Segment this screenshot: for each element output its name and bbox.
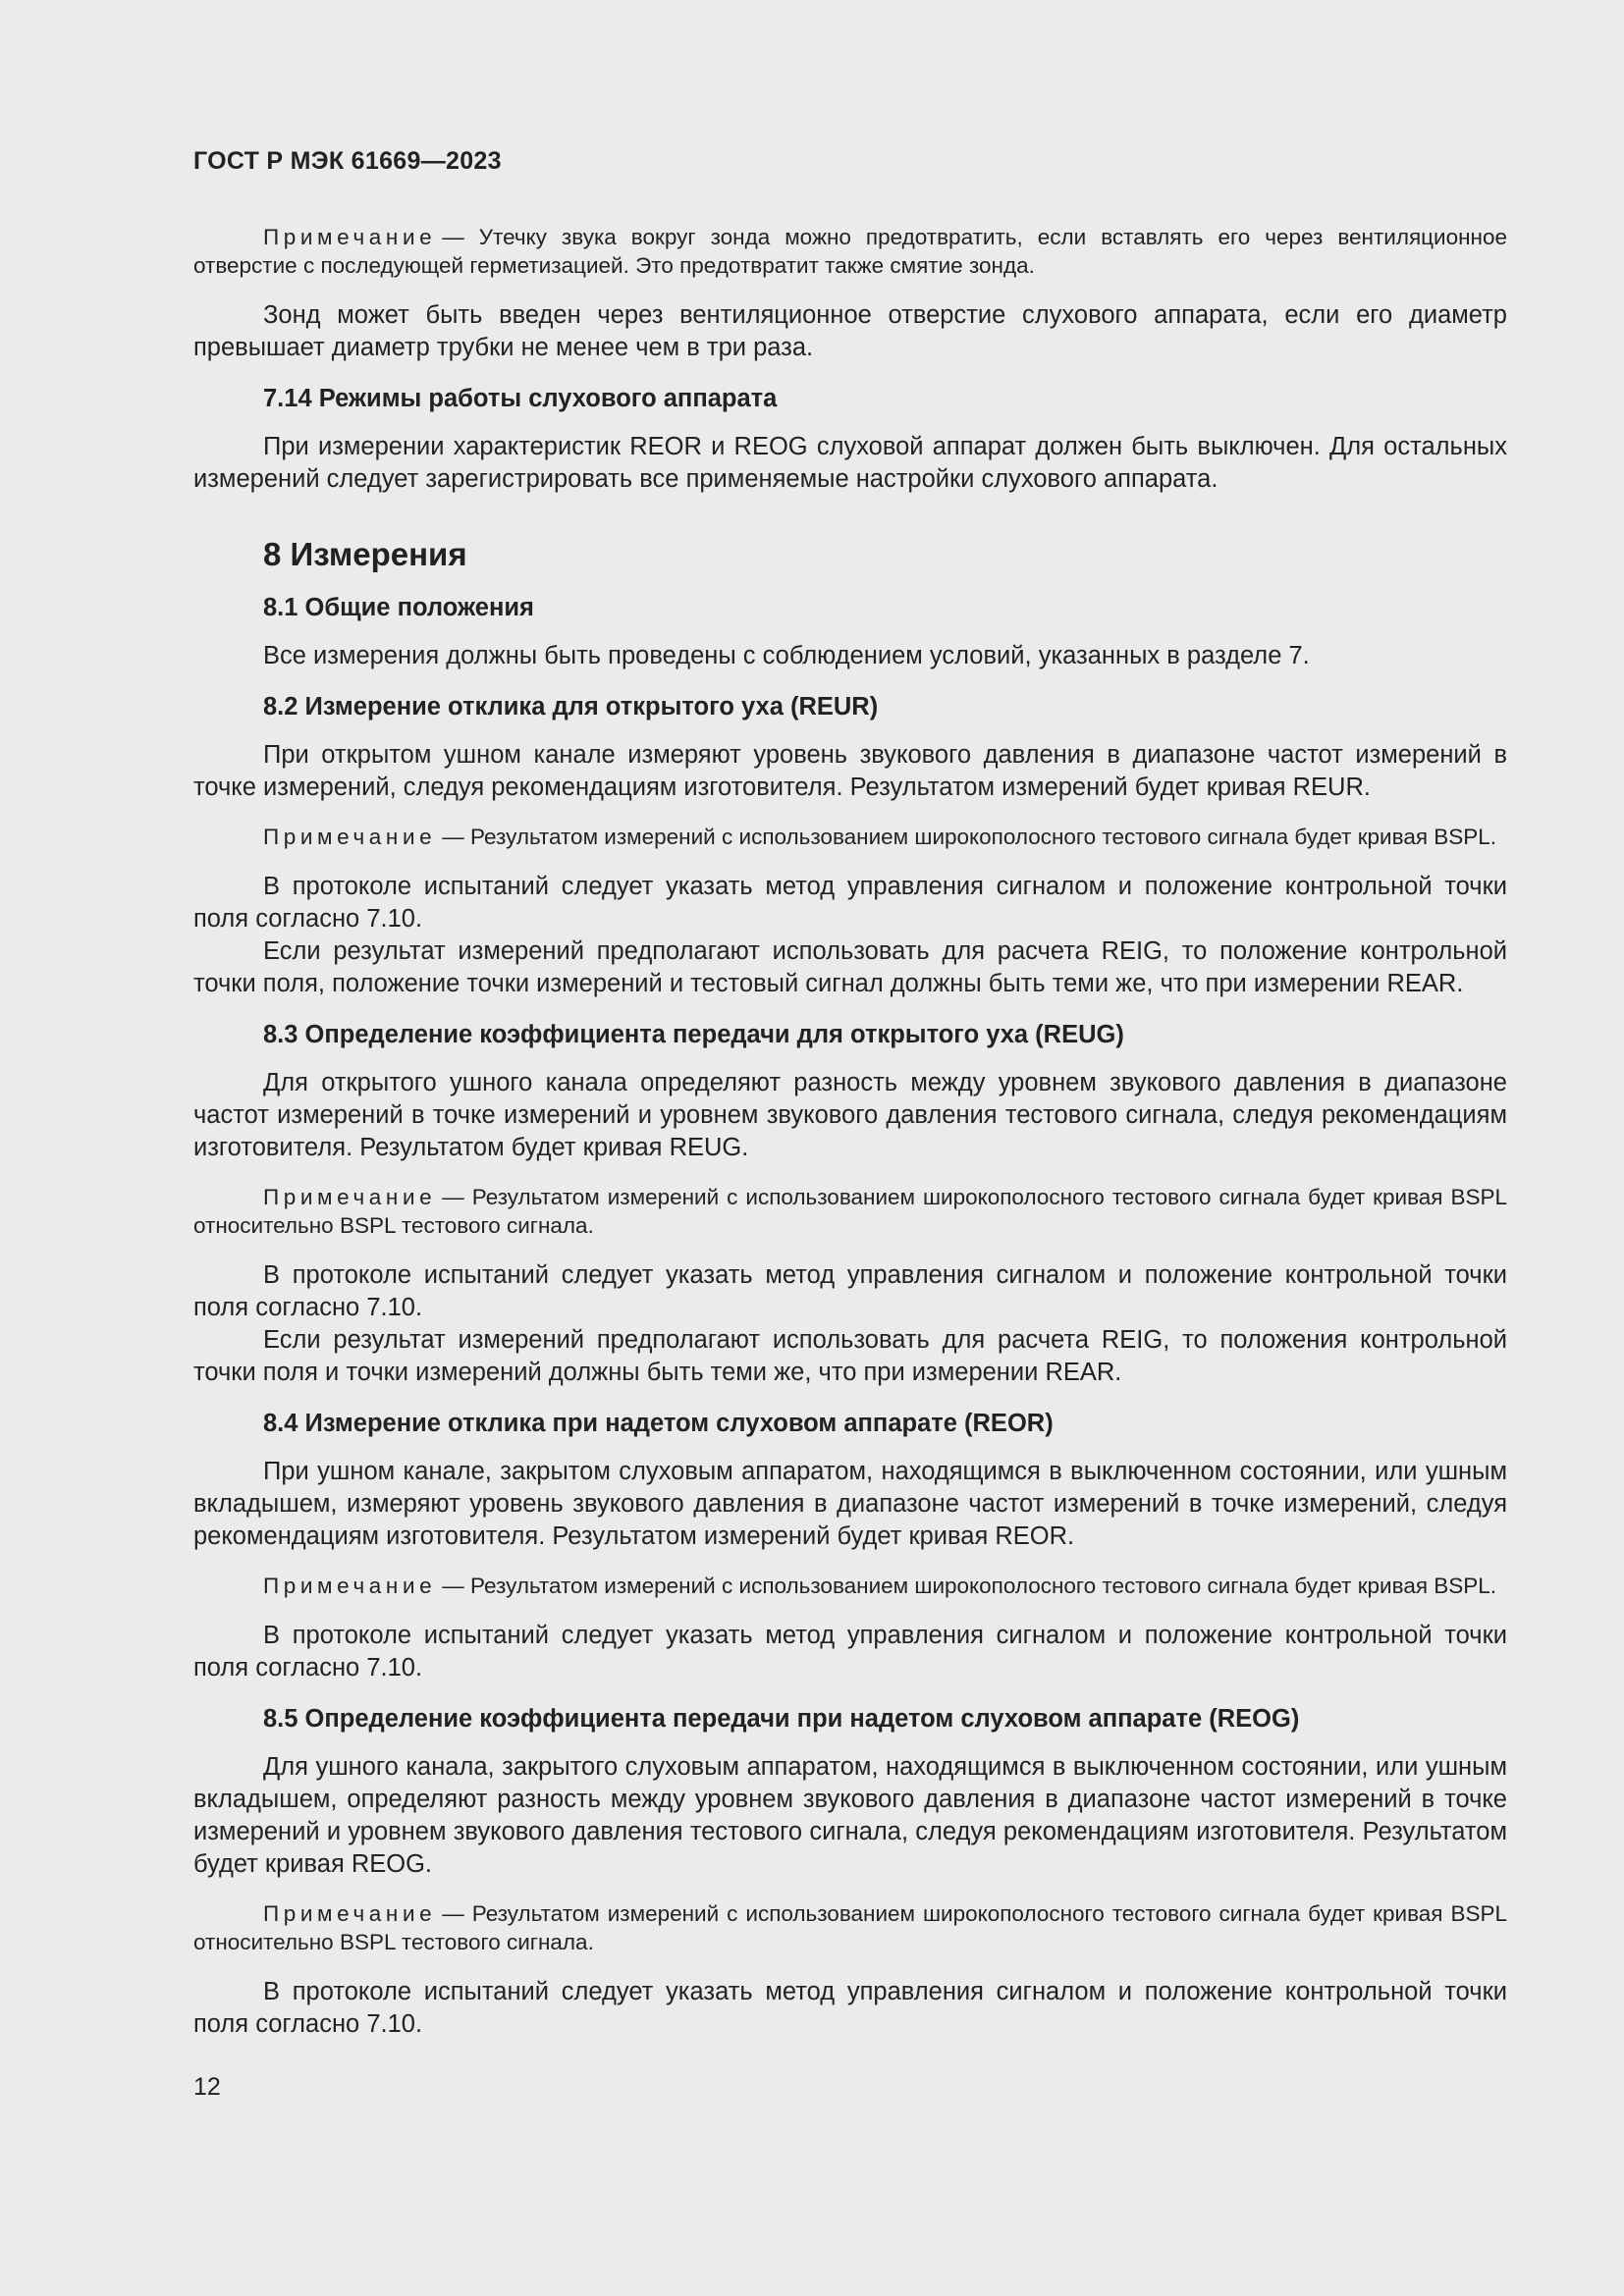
note-probe-leak (193, 223, 1507, 280)
paragraph-reor-measurement: При ушном канале, закрытом слуховым аппаратом, находящимся в выключенном состоянии, или ушным вкладышем, измеряют уровень звукового давления в диапазоне частот измерений в точке измерений, следуя рекомендациям изготовителя. Результатом измерений будет кривая REOR. (193, 1458, 1507, 1550)
document-page (193, 147, 1507, 2059)
paragraph-reug-determination: Для открытого ушного канала определяют разность между уровнем звукового давления в диапазоне частот измерений в точке измерений и уровнем звукового давления тестового сигнала, следуя рекомендациям изготовителя. Результатом будет кривая REUG. (193, 1069, 1507, 1161)
paragraph-reug-protocol: В протоколе испытаний следует указать метод управления сигналом и положение контрольной точки поля согласно 7.10. (193, 1261, 1507, 1321)
section-title-8: 8 Измерения (263, 536, 467, 572)
paragraph-reog-protocol: В протоколе испытаний следует указать метод управления сигналом и положение контрольной точки поля согласно 7.10. (193, 1978, 1507, 2038)
note-label: Примечание (263, 825, 437, 849)
paragraph-reur-protocol: В протоколе испытаний следует указать метод управления сигналом и положение контрольной точки поля согласно 7.10. (193, 873, 1507, 933)
note-reor-bspl (193, 1572, 1507, 1600)
note-label: Примечание (263, 1574, 437, 1598)
note-reug-bspl (193, 1183, 1507, 1240)
note-text: — Утечку звука вокруг зонда можно предотвратить, если вставлять его через вентиляционное отверстие с последующей герметизацией. Это предотвратит также смятие зонда. (193, 225, 1507, 278)
heading-8-2: 8.2 Измерение отклика для открытого уха (REUR) (263, 693, 879, 721)
paragraph-reur-reig: Если результат измерений предполагают использовать для расчета REIG, то положение контрольной точки поля, положение точки измерений и тестовый сигнал должны быть теми же, что при измерении REAR. (193, 937, 1507, 997)
page-number: 12 (193, 2073, 221, 2101)
note-text: — Результатом измерений с использованием широкополосного тестового сигнала будет кривая BSPL. (442, 825, 1497, 849)
note-label: Примечание (263, 1901, 437, 1926)
note-reog-bspl (193, 1899, 1507, 1956)
paragraph-reog-determination: Для ушного канала, закрытого слуховым аппаратом, находящимся в выключенном состоянии, или ушным вкладышем, определяют разность между уровнем звукового давления в диапазоне частот измерений в точке измерений и уровнем звукового давления тестового сигнала, следуя рекомендациям изготовителя. Результатом будет кривая REOG. (193, 1753, 1507, 1878)
heading-8-3: 8.3 Определение коэффициента передачи для открытого уха (REUG) (263, 1021, 1124, 1048)
paragraph-probe-vent: Зонд может быть введен через вентиляционное отверстие слухового аппарата, если его диаметр превышает диаметр трубки не менее чем в три раза. (193, 301, 1507, 361)
heading-8-1: 8.1 Общие положения (263, 594, 534, 621)
note-label: Примечание (263, 225, 437, 249)
note-label: Примечание (263, 1185, 437, 1209)
paragraph-hearing-aid-modes: При измерении характеристик REOR и REOG слуховой аппарат должен быть выключен. Для остальных измерений следует зарегистрировать все применяемые настройки слухового аппарата. (193, 433, 1507, 493)
note-reur-bspl (193, 823, 1507, 851)
note-text: — Результатом измерений с использованием широкополосного тестового сигнала будет кривая BSPL. (442, 1574, 1497, 1598)
heading-7-14: 7.14 Режимы работы слухового аппарата (263, 385, 778, 412)
heading-8-4: 8.4 Измерение отклика при надетом слуховом аппарате (REOR) (263, 1410, 1054, 1437)
document-header: ГОСТ Р МЭК 61669—2023 (193, 147, 502, 175)
paragraph-reor-protocol: В протоколе испытаний следует указать метод управления сигналом и положение контрольной точки поля согласно 7.10. (193, 1622, 1507, 1682)
paragraph-reur-measurement: При открытом ушном канале измеряют уровень звукового давления в диапазоне частот измерений в точке измерений, следуя рекомендациям изготовителя. Результатом измерений будет кривая REUR. (193, 741, 1507, 801)
paragraph-general-conditions: Все измерения должны быть проведены с соблюдением условий, указанных в разделе 7. (263, 642, 1310, 669)
heading-8-5: 8.5 Определение коэффициента передачи при надетом слуховом аппарате (REOG) (263, 1705, 1300, 1733)
note-text: — Результатом измерений с использованием широкополосного тестового сигнала будет кривая BSPL относительно BSPL тестового сигнала. (193, 1901, 1507, 1954)
note-text: — Результатом измерений с использованием широкополосного тестового сигнала будет кривая BSPL относительно BSPL тестового сигнала. (193, 1185, 1507, 1238)
paragraph-reug-reig: Если результат измерений предполагают использовать для расчета REIG, то положения контрольной точки поля и точки измерений должны быть теми же, что при измерении REAR. (193, 1326, 1507, 1386)
